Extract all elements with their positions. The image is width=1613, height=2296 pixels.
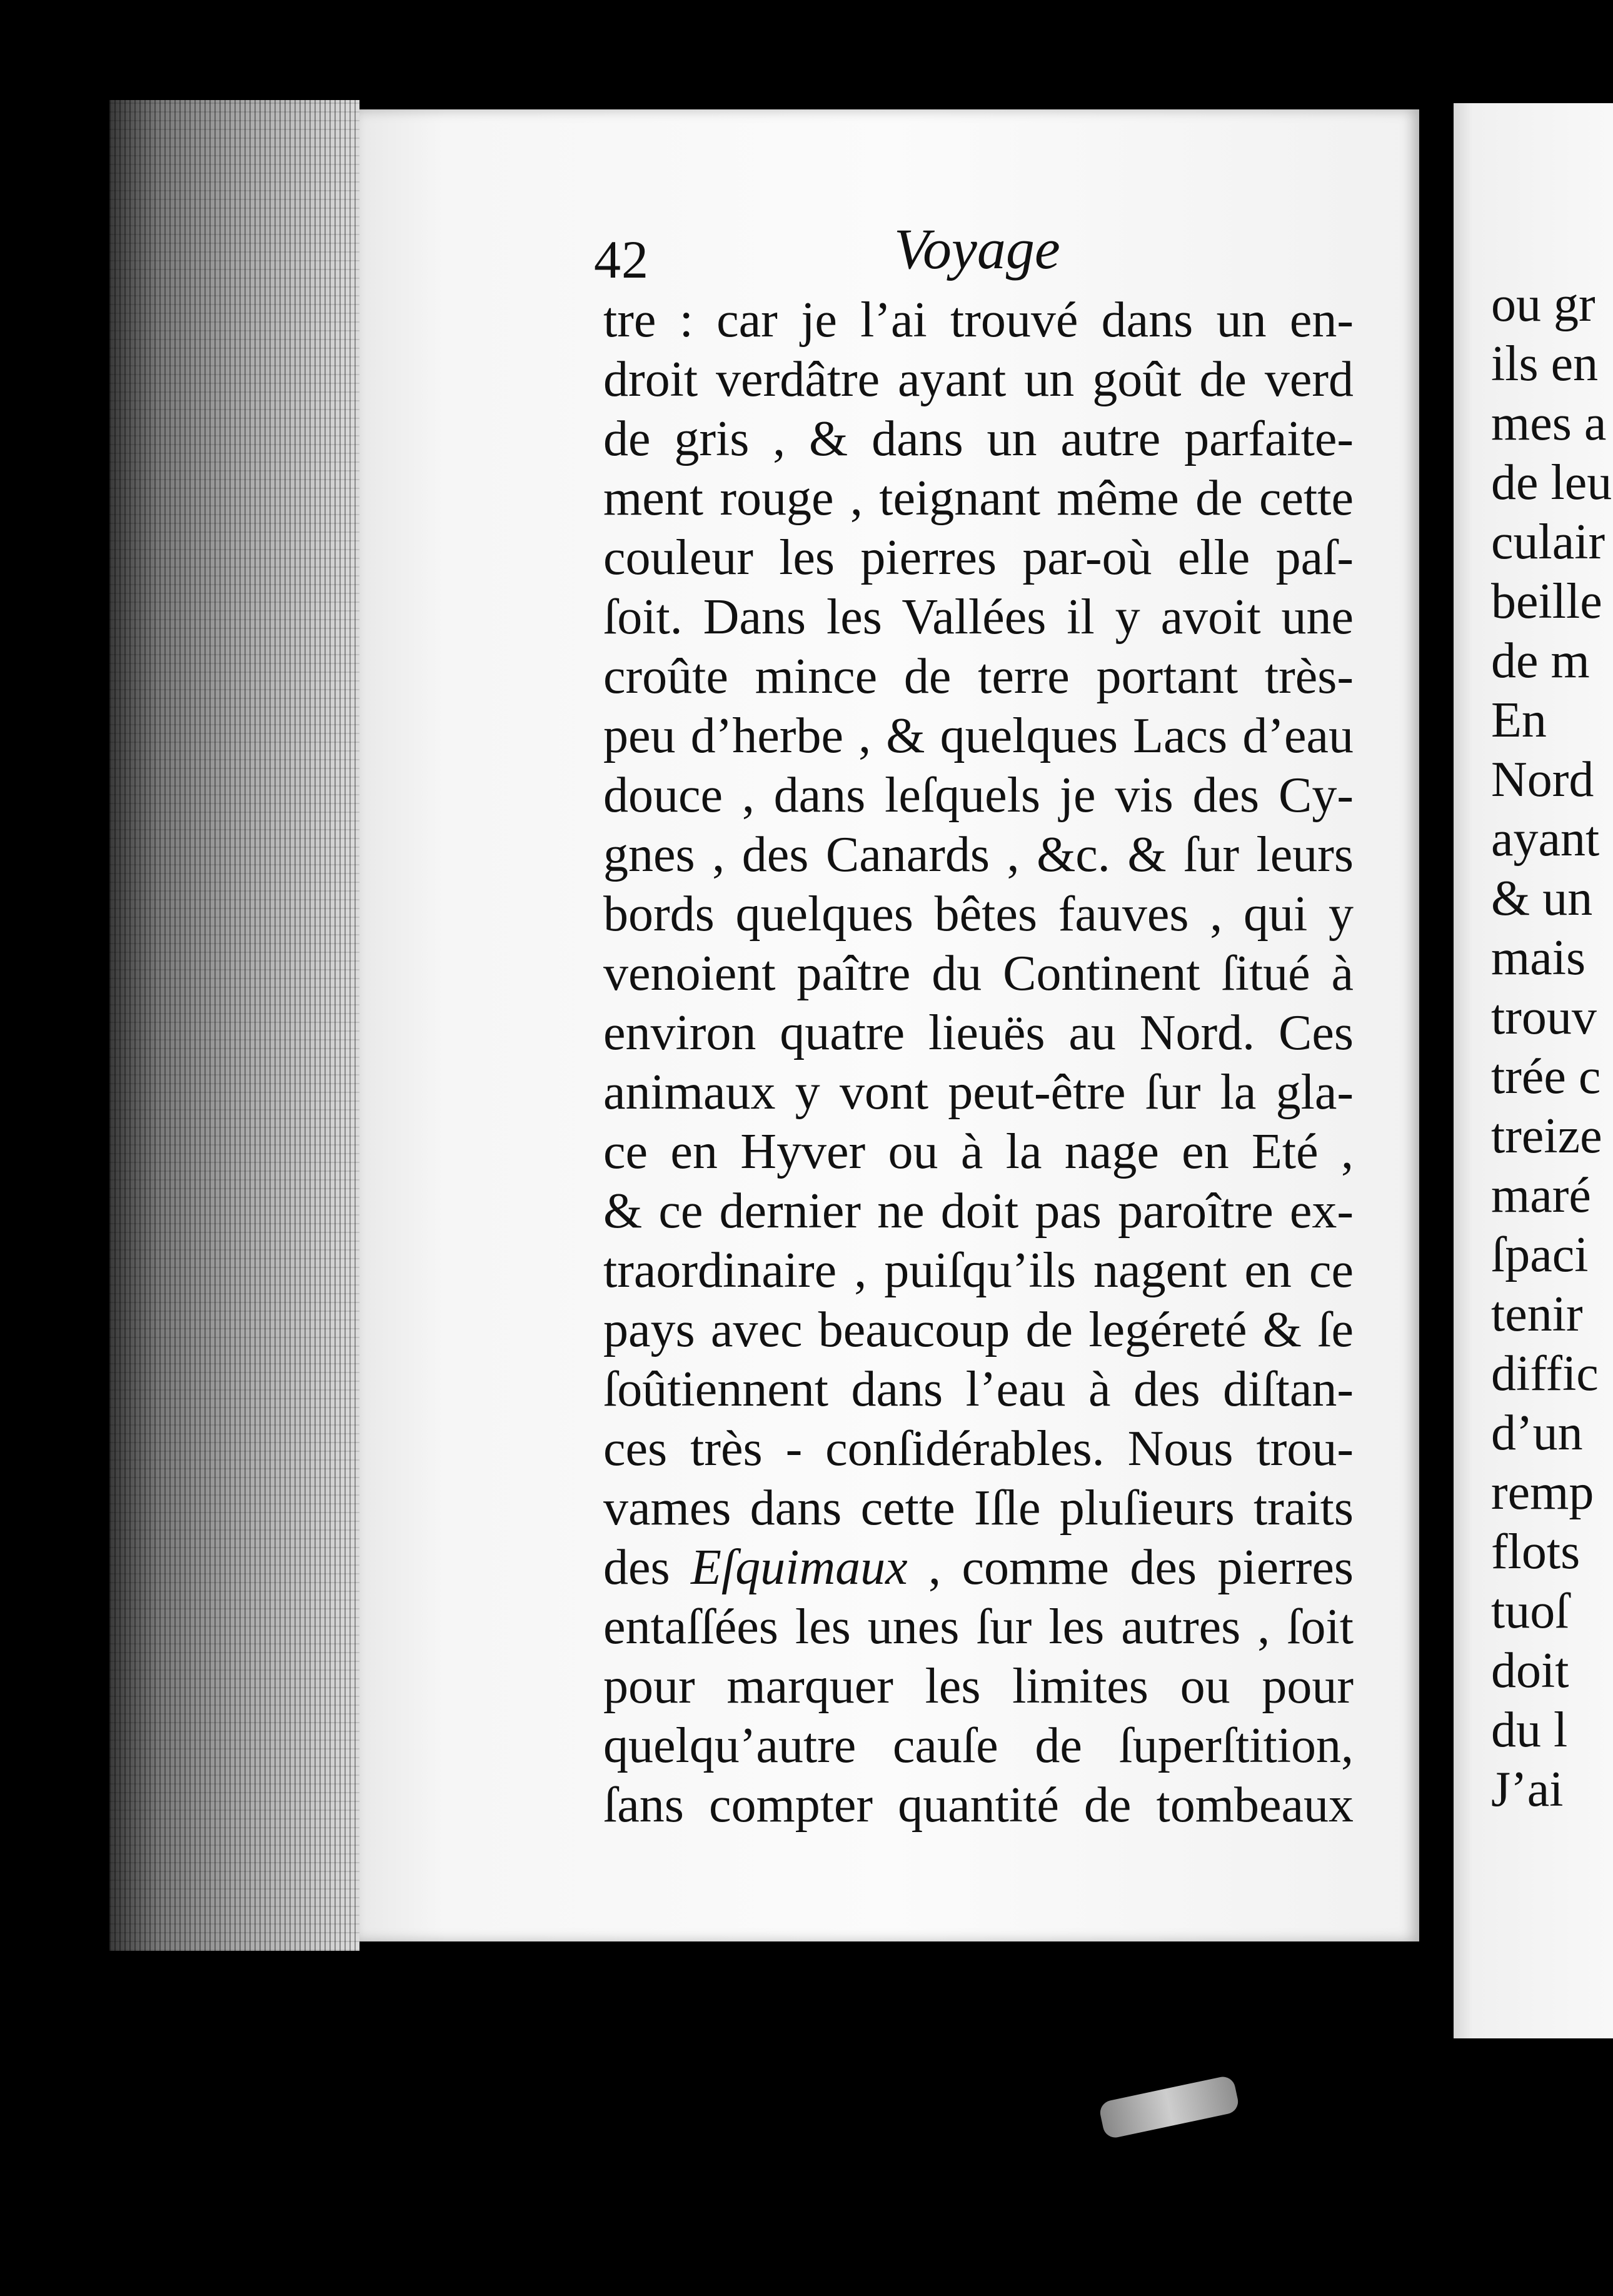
text-line: de gris , & dans un autre parfaite-: [603, 411, 1354, 466]
text-line: ſans compter quantité de tombeaux: [603, 1778, 1354, 1833]
right-text-line: J’ai: [1491, 1762, 1564, 1817]
right-text-line: maré: [1491, 1168, 1591, 1223]
right-text-line: d’un: [1491, 1406, 1583, 1461]
right-text-line: trouv: [1491, 990, 1597, 1045]
book-page-edges: [109, 100, 359, 1951]
text-line: ces très - conſidérables. Nous trou-: [603, 1421, 1354, 1476]
right-text-line: Nord: [1491, 752, 1594, 807]
right-text-line: & un: [1491, 871, 1593, 926]
right-text-line: ſpaci: [1491, 1227, 1589, 1282]
right-text-line: mais: [1491, 930, 1586, 985]
italic-word: Eſquimaux: [691, 1540, 908, 1595]
text-line: venoient paître du Continent ſitué à: [603, 946, 1354, 1001]
right-page-partial: [1454, 103, 1613, 2038]
text-line: bords quelques bêtes fauves , qui y: [603, 887, 1354, 942]
page-number: 42: [594, 229, 649, 290]
right-text-line: culair: [1491, 515, 1605, 570]
text-line: environ quatre lieuës au Nord. Ces: [603, 1005, 1354, 1060]
text-line: pour marquer les limites ou pour: [603, 1659, 1354, 1714]
right-text-line: de leu: [1491, 455, 1612, 510]
text-line: quelqu’autre cauſe de ſuperſtition,: [603, 1718, 1354, 1773]
text-line: des Eſquimaux , comme des pierres: [603, 1540, 1354, 1595]
right-text-line: trée c: [1491, 1049, 1601, 1104]
body-text: [603, 291, 1404, 1835]
right-text-line: tuoſ: [1491, 1584, 1569, 1639]
text-line: & ce dernier ne doit pas paroître ex-: [603, 1184, 1354, 1239]
right-text-line: remp: [1491, 1465, 1594, 1520]
text-line: croûte mince de terre portant très-: [603, 649, 1354, 704]
right-text-line: de m: [1491, 633, 1590, 688]
right-page-text: [1491, 275, 1613, 1820]
right-text-line: En: [1491, 693, 1547, 748]
text-line: droit verdâtre ayant un goût de verd: [603, 352, 1354, 407]
left-page: [359, 109, 1419, 1941]
right-text-line: flots: [1491, 1524, 1580, 1579]
text-line: ſoûtiennent dans l’eau à des diſtan-: [603, 1362, 1354, 1417]
right-text-line: mes a: [1491, 396, 1607, 451]
text-line: traordinaire , puiſqu’ils nagent en ce: [603, 1243, 1354, 1298]
text-line: gnes , des Canards , &c. & ſur leurs: [603, 827, 1354, 882]
right-text-line: treize: [1491, 1109, 1602, 1164]
text-line: couleur les pierres par-où elle paſ-: [603, 530, 1354, 585]
text-line: animaux y vont peut-être ſur la gla-: [603, 1065, 1354, 1120]
right-text-line: diffic: [1491, 1346, 1599, 1401]
text-line: peu d’herbe , & quelques Lacs d’eau: [603, 708, 1354, 763]
text-line: vames dans cette Iſle pluſieurs traits: [603, 1481, 1354, 1536]
text-line: douce , dans leſquels je vis des Cy-: [603, 768, 1354, 823]
text-line: ce en Hyver ou à la nage en Eté ,: [603, 1124, 1354, 1179]
text-line: tre : car je l’ai trouvé dans un en-: [603, 293, 1354, 348]
text-line: pays avec beaucoup de legéreté & ſe: [603, 1302, 1354, 1357]
text-line: ſoit. Dans les Vallées il y avoit une: [603, 590, 1354, 645]
right-text-line: du l: [1491, 1703, 1568, 1758]
right-text-line: ayant: [1491, 812, 1600, 867]
text-line: ment rouge , teignant même de cette: [603, 471, 1354, 526]
right-text-line: beille: [1491, 574, 1602, 629]
bookmark-ribbon: [1098, 2075, 1240, 2140]
running-title: Voyage: [894, 217, 1060, 281]
text-line: entaſſées les unes ſur les autres , ſoit: [603, 1599, 1354, 1654]
right-text-line: ils en: [1491, 336, 1599, 391]
right-text-line: ou gr: [1491, 277, 1595, 332]
right-text-line: doit: [1491, 1643, 1569, 1698]
right-text-line: tenir: [1491, 1287, 1583, 1342]
